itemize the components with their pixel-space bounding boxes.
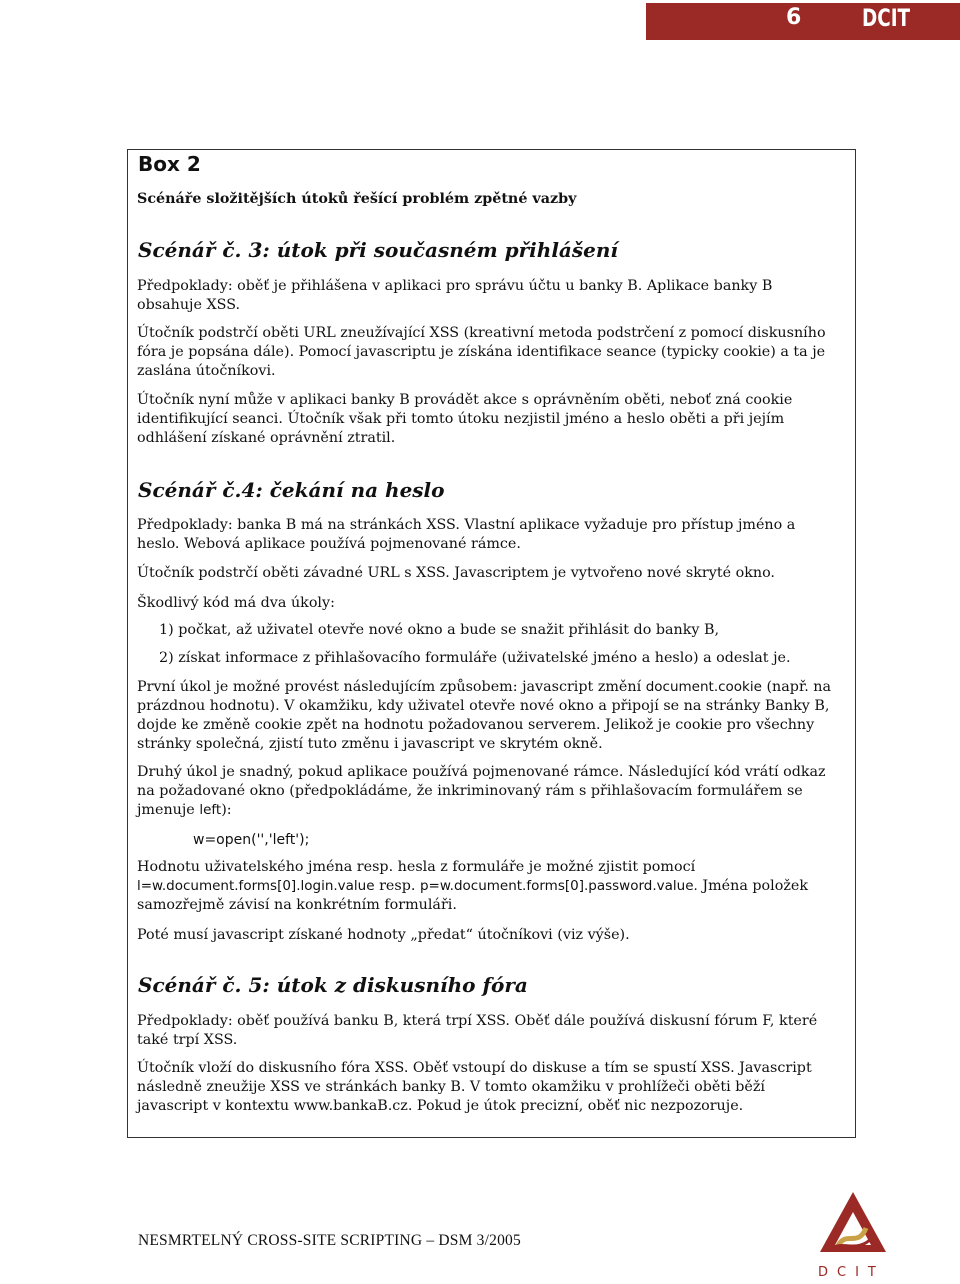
p6-code-1: l=w.document.forms[0].login.value — [137, 878, 375, 894]
dcit-logo — [808, 1190, 888, 1280]
scenario3-title: Scénář č. 3: útok při současném přihlášení — [138, 238, 618, 262]
brand-logo-text: DCIT — [862, 4, 911, 32]
p6-text-a: Hodnotu uživatelského jména resp. hesla z formuláře je možné zjistit pomocí — [137, 859, 696, 875]
scenario4-paragraph-4 — [137, 678, 837, 754]
p4-text-b: (např. na prázdnou hodnotu). V okamžiku, kdy uživatel otevře nové okno a připojí se na stránky Banky B, dojde ke změně cookie zpět na hodnotu požadovanou serverem. Jelikož je cookie pro všechny stránky společná, zjistí tuto změnu i javascript ve skrytém okně. — [137, 679, 832, 752]
scenario4-paragraph-1: Předpoklady: banka B má na stránkách XSS. Vlastní aplikace vyžaduje pro přístup jméno a heslo. Webová aplikace používá pojmenované rámce. — [137, 517, 796, 552]
scenario4-list-item-1: 1) počkat, až uživatel otevře nové okno a bude se snažit přihlásit do banky B, — [159, 622, 720, 638]
svg-text:DCIT: DCIT — [818, 1265, 885, 1280]
scenario4-title: Scénář č.4: čekání na heslo — [138, 478, 445, 502]
scenario4-paragraph-5 — [137, 763, 837, 820]
scenario4-paragraph-2: Útočník podstrčí oběti závadné URL s XSS. Javascriptem je vytvořeno nové skryté okno. — [137, 565, 775, 581]
p4-code: document.cookie — [645, 679, 762, 695]
p6-text-b: Jména položek samozřejmě závisí na konkrétním formuláři. — [137, 878, 808, 913]
scenario5-paragraph-2: Útočník vloží do diskusního fóra XSS. Oběť vstoupí do diskuse a tím se spustí XSS. Javascript následně zneužije XSS ve stránkách banky B. V tomto okamžiku v prohlížeči oběti běží javascript v kontextu www.bankaB.cz. Pokud je útok precizní, oběť nic nezpozoruje. — [137, 1060, 812, 1114]
scenario4-paragraph-3: Škodlivý kód má dva úkoly: — [137, 595, 335, 611]
p6-mid: resp. — [374, 878, 420, 894]
scenario4-list-item-2: 2) získat informace z přihlašovacího formuláře (uživatelské jméno a heslo) a odeslat je. — [159, 650, 791, 666]
scenario5-paragraph-1: Předpoklady: oběť používá banku B, která trpí XSS. Oběť dále používá diskusní fórum F, které také trpí XSS. — [137, 1013, 818, 1048]
scenario4-paragraph-7: Poté musí javascript získané hodnoty „předat“ útočníkovi (viz výše). — [137, 927, 630, 943]
p5-text-b: ): — [221, 802, 232, 818]
scenario3-paragraph-3: Útočník nyní může v aplikaci banky B provádět akce s oprávněním oběti, neboť zná cookie identifikující seanci. Útočník však při tomto útoku nezjistil jméno a heslo oběti a při jejím odhlášení získané oprávnění ztratil. — [137, 392, 793, 446]
header-bar — [646, 3, 960, 40]
p5-code: left — [199, 802, 222, 818]
p6-code-2: p=w.document.forms[0].password.value. — [419, 878, 698, 894]
scenario3-paragraph-2: Útočník podstrčí oběti URL zneužívající XSS (kreativní metoda podstrčení z pomocí diskusního fóra je popsána dále). Pomocí javascriptu je získána identifikace seance (typicky cookie) a ta je zaslána útočníkovi. — [137, 325, 826, 379]
page-number: 6 — [786, 5, 803, 30]
box-title: Box 2 — [138, 152, 201, 176]
box-subtitle: Scénáře složitějších útoků řešící problém zpětné vazby — [137, 191, 577, 207]
code-snippet: w=open('','left'); — [193, 832, 310, 848]
scenario3-paragraph-1: Předpoklady: oběť je přihlášena v aplikaci pro správu účtu u banky B. Aplikace banky B obsahuje XSS. — [137, 278, 773, 313]
p4-text-a: První úkol je možné provést následujícím způsobem: javascript změní — [137, 679, 646, 695]
scenario4-paragraph-6 — [137, 858, 837, 915]
p5-text-a: Druhý úkol je snadný, pokud aplikace používá pojmenované rámce. Následující kód vrátí odkaz na požadované okno (předpokládáme, že inkriminovaný rám s přihlašovacím formulářem se jmenuje — [137, 764, 826, 818]
footer-text: NESMRTELNÝ CROSS-SITE SCRIPTING – DSM 3/2005 — [138, 1232, 521, 1249]
scenario5-title: Scénář č. 5: útok z diskusního fóra — [138, 973, 528, 997]
dcit-logo-icon — [808, 1190, 888, 1280]
